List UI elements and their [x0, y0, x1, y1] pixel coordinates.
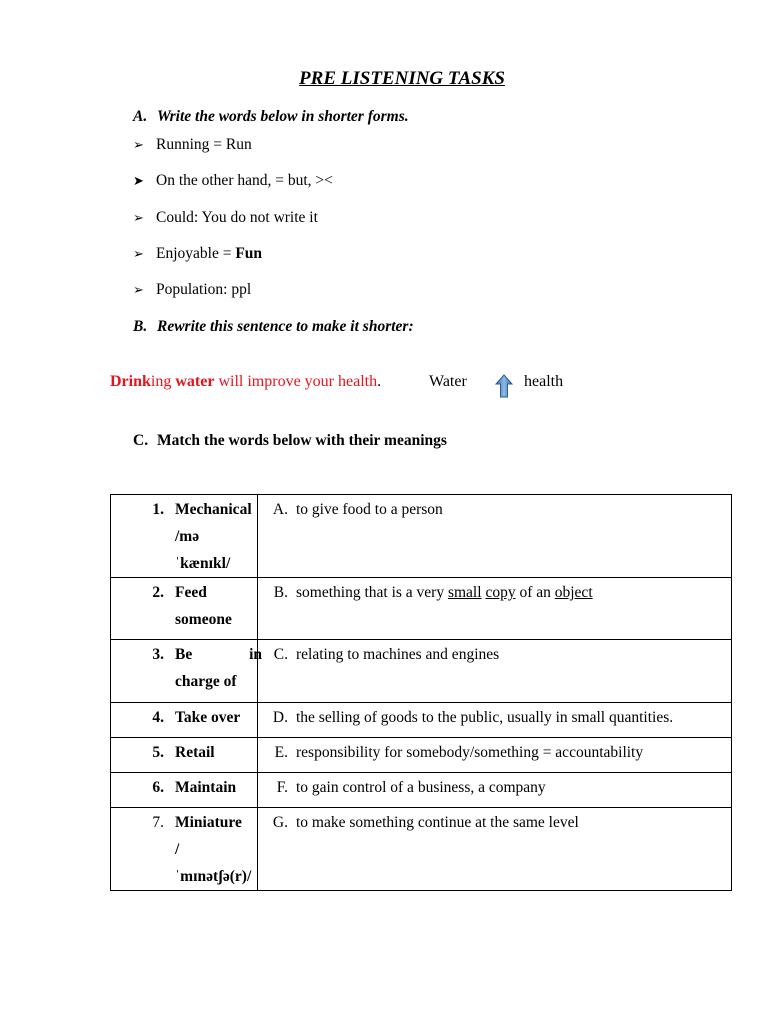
definition-cell: A. to give food to a person [258, 495, 732, 578]
section-a-text: Write the words below in shorter forms. [157, 108, 409, 125]
table-row [111, 640, 732, 703]
list-item: ➤ On the other hand, = but, >< [133, 172, 333, 189]
list-item: ➢ Enjoyable = Fun [133, 245, 263, 262]
short-word-health: health [524, 373, 564, 390]
term-cell: 3. Be in charge of [111, 640, 258, 703]
table-row [111, 808, 732, 891]
term-cell: 4. Take over [111, 703, 258, 738]
bullet-arrow-icon: ➢ [133, 246, 144, 261]
section-b-letter: B. [133, 318, 148, 335]
term-cell: 6. Maintain [111, 773, 258, 808]
section-a-heading [133, 108, 409, 126]
bullet-arrow-icon: ➢ [133, 282, 144, 297]
bullet-arrow-icon: ➢ [133, 210, 144, 225]
bullet-arrow-icon: ➢ [133, 137, 144, 152]
section-c-letter: C. [133, 432, 149, 449]
example-sentence: Drinking water will improve your health. [110, 373, 382, 390]
list-item: ➢ Population: ppl [133, 281, 252, 298]
definition-cell: C. relating to machines and engines [258, 640, 732, 703]
section-c-text: Match the words below with their meanings [157, 432, 447, 449]
section-a-letter: A. [133, 108, 148, 125]
bullet-arrow-icon: ➤ [133, 173, 144, 188]
table-row [111, 773, 732, 808]
table-row [111, 495, 732, 578]
definition-cell: E. responsibility for somebody/something = accountability [258, 738, 732, 773]
matching-table [110, 494, 732, 891]
term-cell: 2. Feed someone [111, 578, 258, 640]
section-b-text: Rewrite this sentence to make it shorter: [157, 318, 414, 335]
table-row [111, 578, 732, 640]
term-cell: 5. Retail [111, 738, 258, 773]
list-item: ➢ Running = Run [133, 136, 252, 153]
section-b-heading [133, 318, 414, 336]
definition-cell: D. the selling of goods to the public, usually in small quantities. [258, 703, 732, 738]
term-cell: 1. Mechanical /məˈkænɪkl/ [111, 495, 258, 578]
term-cell: 7. Miniature /ˈmɪnətʃə(r)/ [111, 808, 258, 891]
table-row [111, 703, 732, 738]
list-item: ➢ Could: You do not write it [133, 209, 318, 226]
section-c-heading [133, 432, 447, 450]
table-row [111, 738, 732, 773]
definition-cell: F. to gain control of a business, a company [258, 773, 732, 808]
up-arrow-icon [495, 374, 513, 398]
definition-cell: G. to make something continue at the same level [258, 808, 732, 891]
page-title: PRE LISTENING TASKS [299, 68, 505, 89]
short-word-water: Water [429, 373, 467, 390]
definition-cell: B. something that is a very small copy of an object [258, 578, 732, 640]
